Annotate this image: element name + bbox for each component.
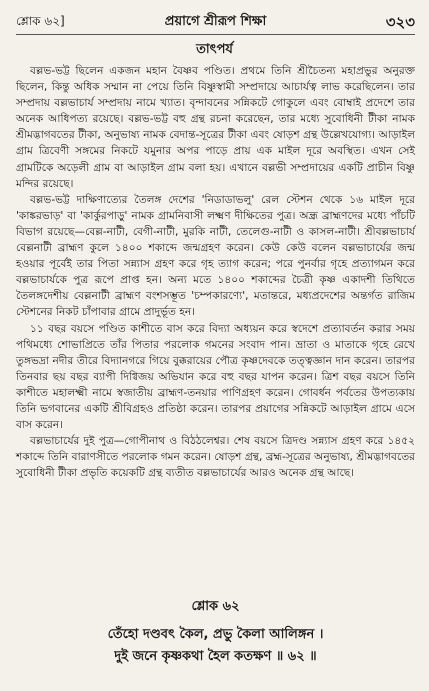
verse-line: দুই জনে কৃষ্ণকথা হৈল কতক্ষণ ॥ ৬২ ॥ — [114, 649, 317, 664]
verse-reference: শ্লোক ৬২] — [16, 14, 65, 28]
page-number: ৩২৩ — [385, 13, 415, 31]
verse-line: তেঁহো দণ্ডবৎ কৈল, প্রভু কৈলা আলিঙ্গন । — [107, 627, 324, 642]
purport-body — [16, 63, 415, 481]
purport-heading: তাৎপর্য — [196, 42, 233, 57]
verse-block — [16, 597, 415, 668]
paragraph: বল্লভাচার্যের দুই পুত্র—গোপীনাথ ও বিঠঠলেশ্বর। শেষ বয়সে ত্রিদণ্ড সন্ন্যাস গ্রহণ করে ১৪৫২ শকাব্দে তিনি বারাণসীতে পরলোক গমন করেন। ষোড়শ গ্রন্থ, ব্রহ্ম-সূত্রের অনুভাষ্য, শ্রীমদ্ভাগবতের সুবোধিনী টীকা প্রভৃতি কয়েকটি গ্রন্থ ব্যতীত বল্লভাচার্যের আরও অনেক গ্রন্থ আছে। — [16, 435, 415, 480]
page-header — [16, 10, 415, 35]
paragraph: ১১ বছর বয়সে পণ্ডিত কাশীতে বাস করে বিদ্যা অধ্যয়ন করে স্বদেশে প্রত্যাবর্তন করার সময় পথিমধ্যে শোভাপ্রিতে তাঁর পিতার পরলোক গমনের সংবাদ পান। ভ্রাতা ও মাতাকে গৃহে রেখে তুঙ্গভদ্রা নদীর তীরে বিদ্যানগরে গিয়ে বুক্করায়ের পৌত্র কৃষ্ণদেবকে তত্ত্বজ্ঞান দান করেন। তারপর তিনবার ছয় বছর ব্যাপী দিগ্বিজয় অভিযান করে বহু বছর যাপন করেন। ত্রিশ বছর বয়সে তিনি কাশীতে মহালক্ষ্মী নামে স্বজাতীয় ব্রাহ্মণ-তনয়ার পাণিগ্রহণ করেন। গোবর্ধন পর্বতের উপত্যকায় তিনি ভগবানের একটি শ্রীবিগ্রহও প্রতিষ্ঠা করেন। তারপর প্রয়াগের সন্নিকটে আড়াইল গ্রামে এসে বাস করেন। — [16, 322, 415, 432]
verse-number: শ্লোক ৬২ — [191, 599, 240, 614]
paragraph: বল্লভ-ভট্ট ছিলেন একজন মহান বৈষ্ণব পণ্ডিত। প্রথমে তিনি শ্রীচৈতন্য মহাপ্রভুর অনুরক্ত ছিলেন, কিন্তু অধিক সম্মান না পেয়ে তিনি বিষ্ণুস্বামী সম্প্রদায়ে আচার্যত্ব লাভ করেছিলেন। তার সম্প্রদায় বল্লভাচার্য সম্প্রদায় নামে খ্যাত। বৃন্দাবনের সন্নিকটে গোকুলে এবং বোম্বাই প্রদেশে তার অনেক আধিপত্য রয়েছে। বল্লভ-ভট্ট বহু গ্রন্থ রচনা করেছেন, তার মধ্যে সুবোধিনী টীকা নামক শ্রীমদ্ভাগবতের টীকা, অনুভাষ্য নামক বেদান্ত-সূত্রের টীকা এবং ষোড়শ গ্রন্থ উল্লেখযোগ্য। আড়াইল গ্রাম ত্রিবেণী সঙ্গমের নিকটে যমুনার অপর পাড়ে প্রায় এক মাইল দূরে অবস্থিত। এখন সেই গ্রামটিকে অড়েলী গ্রাম বা আড়াইল গ্রাম বলা হয়। এখানে বল্লভী সম্প্রদায়ের একটি প্রাচীন বিষ্ণু মন্দির রয়েছে। — [16, 65, 415, 190]
chapter-title: প্রয়াগে শ্রীরূপ শিক্ষা — [164, 14, 267, 29]
paragraph: বল্লভ-ভট্ট দাক্ষিণাত্যের তৈলঙ্গ দেশের 'নিডাডাভলু' রেল স্টেশন থেকে ১৬ মাইল দূরে 'কাঙ্করভাড়' বা 'কার্কুরপাড়ু' নামক গ্রামনিবাসী লক্ষ্মণ দীক্ষিতের পুত্র। অন্ধ্র ব্রাহ্মণদের মধ্যে পাঁচটি বিভাগ রয়েছে—বেল্ল-নাটী, বেগী-নাটী, মুরকি নাটী, তেলেগু-নাটী ও কাসল-নাটী। শ্রীবল্লভাচার্য বেল্লনাটী ব্রাহ্মণ কুলে ১৪০০ শকাব্দে জন্মগ্রহণ করেন। কেউ কেউ বলেন বল্লভাচার্যের জন্ম হওয়ার পূর্বেই তার পিতা সন্ন্যাস গ্রহণ করে গৃহ ত্যাগ করেন; পরে পুনর্বার গৃহে প্রত্যাগমন করে বল্লভাচার্যকে পুত্র রূপে প্রাপ্ত হন। অন্য মতে ১৪০০ শকাব্দের চৈত্রী কৃষ্ণ একাদশী তিথিতে তৈলঙ্গদেশীয় বেল্লনাটী ব্রাহ্মণ বংশসম্ভূত 'চম্পকারণ্যে', মতান্তরে, মধ্যপ্রদেশের অন্তর্গত রাজিম স্টেশনের নিকট চাঁপাবার গ্রামে প্রাদুর্ভূত হন। — [16, 193, 415, 319]
